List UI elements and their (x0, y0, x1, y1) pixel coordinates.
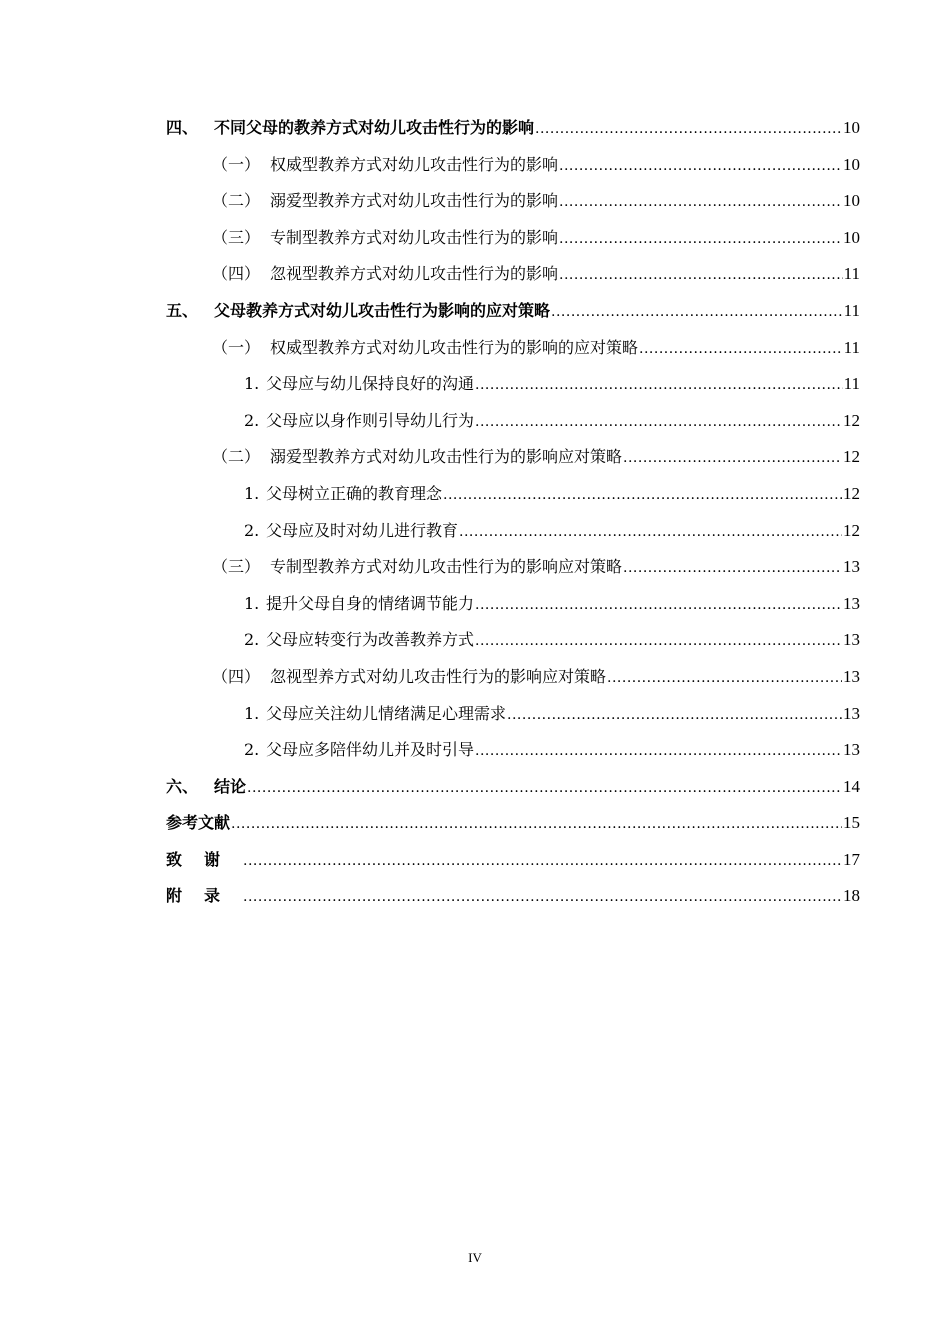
toc-entry-number: （一） (212, 337, 261, 357)
toc-entry-page: 15 (843, 813, 860, 833)
toc-entry-title: 溺爱型教养方式对幼儿攻击性行为的影响 (270, 191, 559, 211)
toc-entry-page: 12 (843, 483, 860, 503)
toc-entry[interactable] (166, 330, 860, 367)
toc-dot-leader (639, 330, 843, 368)
toc-dot-leader (443, 476, 842, 514)
toc-entry-number: 1. (244, 703, 260, 723)
toc-entry[interactable] (166, 732, 860, 769)
toc-dot-leader (475, 366, 843, 404)
toc-dot-leader (247, 769, 842, 807)
toc-dot-leader (559, 220, 842, 258)
toc-entry[interactable] (166, 293, 860, 330)
toc-entry-title: 忽视型养方式对幼儿攻击性行为的影响应对策略 (270, 666, 607, 686)
toc-entry-title: 父母应关注幼儿情绪满足心理需求 (266, 703, 507, 723)
toc-entry-number: （四） (212, 666, 261, 686)
toc-entry[interactable] (166, 366, 860, 403)
toc-dot-leader (459, 513, 842, 551)
toc-entry-page: 13 (843, 740, 860, 760)
toc-entry[interactable] (166, 586, 860, 623)
toc-entry-page: 13 (843, 593, 860, 613)
toc-entry-number: 2. (244, 740, 260, 760)
toc-entry-number: （三） (212, 557, 261, 577)
toc-entry-page: 17 (843, 849, 860, 869)
toc-dot-leader (231, 805, 842, 843)
toc-entry-title: 提升父母自身的情绪调节能力 (266, 593, 475, 613)
toc-dot-leader (475, 586, 842, 624)
toc-entry-title: 专制型教养方式对幼儿攻击性行为的影响应对策略 (270, 557, 623, 577)
toc-entry[interactable] (166, 513, 860, 550)
toc-entry-page: 13 (843, 703, 860, 723)
toc-entry-page: 12 (843, 447, 860, 467)
toc-entry[interactable] (166, 549, 860, 586)
toc-entry-title: 父母教养方式对幼儿攻击性行为影响的应对策略 (214, 300, 551, 320)
toc-entry-number: 2. (244, 410, 260, 430)
toc-entry-page: 12 (843, 410, 860, 430)
toc-entry-number: （二） (212, 447, 261, 467)
toc-entry-page: 10 (843, 118, 860, 137)
toc-dot-leader (475, 403, 842, 441)
toc-entry-title: 结论 (214, 776, 247, 796)
toc-entry[interactable] (166, 256, 860, 293)
toc-entry-title: 参考文献 (166, 813, 231, 833)
toc-dot-leader (551, 293, 843, 331)
toc-entry-number: （四） (212, 264, 261, 284)
toc-entry-number: 五、 (166, 300, 199, 320)
toc-entry-page: 10 (843, 154, 860, 174)
toc-dot-leader (623, 549, 842, 587)
toc-entry-title: 忽视型教养方式对幼儿攻击性行为的影响 (270, 264, 559, 284)
toc-dot-leader (243, 842, 842, 880)
toc-entry-page: 11 (843, 264, 860, 284)
toc-dot-leader (507, 696, 842, 734)
toc-entry[interactable] (166, 805, 860, 842)
toc-entry[interactable] (166, 147, 860, 184)
toc-entry-page: 10 (843, 227, 860, 247)
toc-entry-title: 权威型教养方式对幼儿攻击性行为的影响的应对策略 (270, 337, 639, 357)
toc-dot-leader (623, 439, 842, 477)
toc-entry-number: 四、 (166, 118, 199, 137)
toc-entry[interactable] (166, 622, 860, 659)
toc-entry[interactable] (166, 183, 860, 220)
toc-entry-number: （一） (212, 154, 261, 174)
toc-entry-number: 2. (244, 630, 260, 650)
toc-entry-title: 父母应多陪伴幼儿并及时引导 (266, 740, 475, 760)
page-number-footer: IV (468, 1250, 482, 1265)
toc-dot-leader (243, 878, 842, 916)
toc-entry[interactable] (166, 220, 860, 257)
toc-entry-number: 1. (244, 374, 260, 394)
toc-entry-title: 溺爱型教养方式对幼儿攻击性行为的影响应对策略 (270, 447, 623, 467)
toc-entry-page: 10 (843, 191, 860, 211)
toc-entry-title: 致谢 (166, 849, 243, 869)
toc-entry[interactable] (166, 878, 860, 915)
table-of-contents (166, 110, 860, 915)
toc-entry[interactable] (166, 659, 860, 696)
toc-entry-page: 13 (843, 557, 860, 577)
toc-entry-title: 父母应与幼儿保持良好的沟通 (266, 374, 475, 394)
toc-dot-leader (559, 256, 843, 294)
toc-entry-title: 父母应以身作则引导幼儿行为 (266, 410, 475, 430)
toc-entry-title: 父母树立正确的教育理念 (266, 483, 443, 503)
toc-entry-title: 父母应转变行为改善教养方式 (266, 630, 475, 650)
toc-entry[interactable] (166, 439, 860, 476)
toc-entry-title: 父母应及时对幼儿进行教育 (266, 520, 459, 540)
toc-dot-leader (535, 110, 842, 148)
toc-entry-number: 1. (244, 593, 260, 613)
toc-entry-page: 14 (843, 776, 860, 796)
toc-dot-leader (475, 732, 842, 770)
toc-entry-title: 附录 (166, 886, 243, 906)
toc-entry-number: 2. (244, 520, 260, 540)
toc-entry[interactable] (166, 769, 860, 806)
toc-entry-page: 11 (843, 300, 860, 320)
toc-entry[interactable] (166, 696, 860, 733)
toc-entry-number: 六、 (166, 776, 199, 796)
toc-entry-number: 1. (244, 483, 260, 503)
toc-entry-page: 11 (843, 374, 860, 394)
toc-entry-number: （三） (212, 227, 261, 247)
toc-entry-page: 11 (843, 337, 860, 357)
toc-entry-page: 18 (843, 886, 860, 906)
toc-entry-page: 13 (843, 630, 860, 650)
toc-dot-leader (559, 147, 842, 185)
toc-dot-leader (475, 622, 842, 660)
toc-entry-title: 专制型教养方式对幼儿攻击性行为的影响 (270, 227, 559, 247)
toc-entry[interactable] (166, 403, 860, 440)
toc-entry-page: 13 (843, 666, 860, 686)
toc-entry-title: 不同父母的教养方式对幼儿攻击性行为的影响 (214, 118, 535, 137)
toc-entry[interactable] (166, 110, 860, 147)
toc-entry-number: （二） (212, 191, 261, 211)
toc-entry[interactable] (166, 476, 860, 513)
toc-entry-page: 12 (843, 520, 860, 540)
toc-entry-title: 权威型教养方式对幼儿攻击性行为的影响 (270, 154, 559, 174)
toc-dot-leader (559, 183, 842, 221)
toc-entry[interactable] (166, 842, 860, 879)
toc-dot-leader (607, 659, 842, 697)
